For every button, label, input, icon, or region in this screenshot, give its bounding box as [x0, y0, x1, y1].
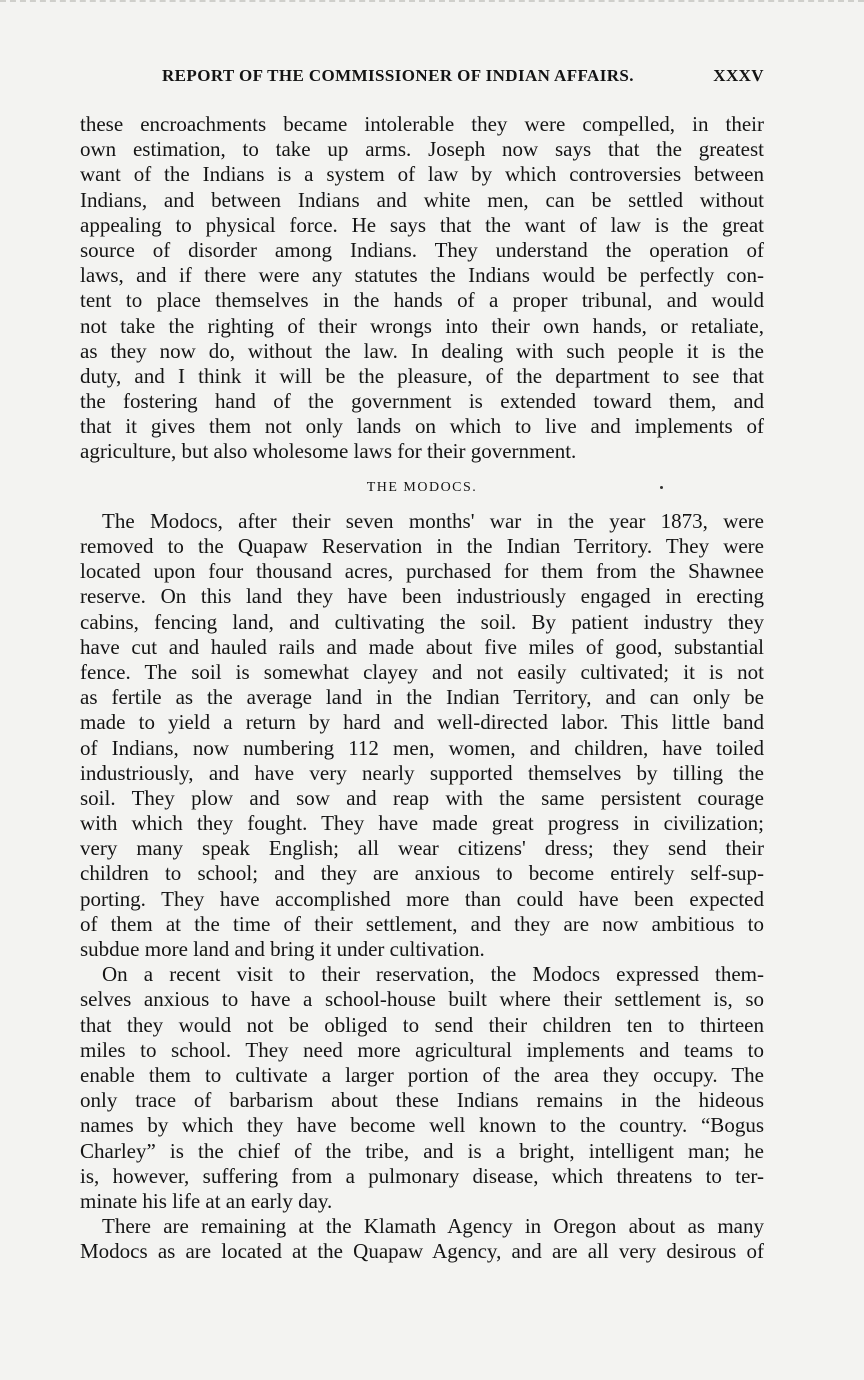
text-line: Indians, and between Indians and white men, can be settled without: [80, 187, 764, 212]
text-line: Modocs as are located at the Quapaw Agency, and are all very desirous of: [80, 1239, 764, 1264]
text-line: have cut and hauled rails and made about five miles of good, substantial: [80, 634, 764, 659]
text-line: industriously, and have very nearly supported themselves by tilling the: [80, 760, 764, 785]
text-line: made to yield a return by hard and well-directed labor. This little band: [80, 710, 764, 735]
text-line: that they would not be obliged to send their children ten to thirteen: [80, 1012, 764, 1037]
text-line: that it gives them not only lands on which to live and implements of: [80, 414, 764, 439]
page-number: XXXV: [713, 66, 764, 85]
text-line: enable them to cultivate a larger portion of the area they occupy. The: [80, 1062, 764, 1087]
text-line: own estimation, to take up arms. Joseph now says that the greatest: [80, 137, 764, 162]
text-line: only trace of barbarism about these Indians remains in the hideous: [80, 1088, 764, 1113]
text-line: appealing to physical force. He says that the want of law is the great: [80, 212, 764, 237]
text-line: with which they fought. They have made great progress in civilization;: [80, 811, 764, 836]
text-line: tent to place themselves in the hands of a proper tribunal, and would: [80, 288, 764, 313]
page-body: [80, 112, 764, 1264]
text-line: these encroachments became intolerable they were compelled, in their: [80, 112, 764, 136]
running-header: [82, 66, 764, 92]
paragraph-3: [80, 962, 764, 1214]
text-line: very many speak English; all wear citizens' dress; they send their: [80, 836, 764, 861]
text-line: duty, and I think it will be the pleasure, of the department to see that: [80, 363, 764, 388]
header-title: REPORT OF THE COMMISSIONER OF INDIAN AFFAIRS.: [162, 66, 634, 85]
text-line: not take the righting of their wrongs into their own hands, or retaliate,: [80, 313, 764, 338]
text-line: of them at the time of their settlement, and they are now ambitious to: [80, 911, 764, 936]
text-line: There are remaining at the Klamath Agency in Oregon about as many: [102, 1214, 764, 1239]
text-line: names by which they have become well known to the country. “Bogus: [80, 1113, 764, 1138]
section-heading: THE MODOCS.: [366, 479, 478, 495]
text-line: miles to school. They need more agricultural implements and teams to: [80, 1037, 764, 1062]
text-line: porting. They have accomplished more than could have been expected: [80, 886, 764, 911]
text-line: On a recent visit to their reservation, the Modocs expressed them-: [102, 962, 764, 987]
text-line: children to school; and they are anxious to become entirely self-sup-: [80, 861, 764, 886]
text-line: removed to the Quapaw Reservation in the Indian Territory. They were: [80, 534, 764, 558]
text-line: the fostering hand of the government is extended toward them, and: [80, 389, 764, 414]
text-line: cabins, fencing land, and cultivating the soil. By patient industry they: [80, 609, 764, 634]
paragraph-4: [80, 1214, 764, 1264]
paragraph-2: [80, 509, 764, 962]
text-line: fence. The soil is somewhat clayey and not easily cultivated; it is not: [80, 659, 764, 684]
text-line: reserve. On this land they have been industriously engaged in erecting: [80, 584, 764, 609]
paragraph-1: [80, 112, 764, 465]
text-line: minate his life at an early day.: [80, 1188, 333, 1213]
text-line: located upon four thousand acres, purchased for them from the Shawnee: [80, 559, 764, 584]
text-line: agriculture, but also wholesome laws for their government.: [80, 439, 577, 464]
text-line: The Modocs, after their seven months' war in the year 1873, were: [102, 508, 764, 533]
text-line: soil. They plow and sow and reap with the same persistent courage: [80, 785, 764, 810]
text-line: selves anxious to have a school-house built where their settlement is, so: [80, 987, 764, 1012]
text-line: laws, and if there were any statutes the Indians would be perfectly con-: [80, 263, 764, 288]
text-line: is, however, suffering from a pulmonary disease, which threatens to ter-: [80, 1163, 764, 1188]
text-line: Charley” is the chief of the tribe, and is a bright, intelligent man; he: [80, 1138, 764, 1163]
text-line: as they now do, without the law. In dealing with such people it is the: [80, 338, 764, 363]
text-line: source of disorder among Indians. They understand the operation of: [80, 237, 764, 262]
text-line: want of the Indians is a system of law by which controversies between: [80, 162, 764, 187]
text-line: as fertile as the average land in the Indian Territory, and can only be: [80, 685, 764, 710]
text-line: of Indians, now numbering 112 men, women, and children, have toiled: [80, 735, 764, 760]
text-line: subdue more land and bring it under cultivation.: [80, 937, 485, 961]
